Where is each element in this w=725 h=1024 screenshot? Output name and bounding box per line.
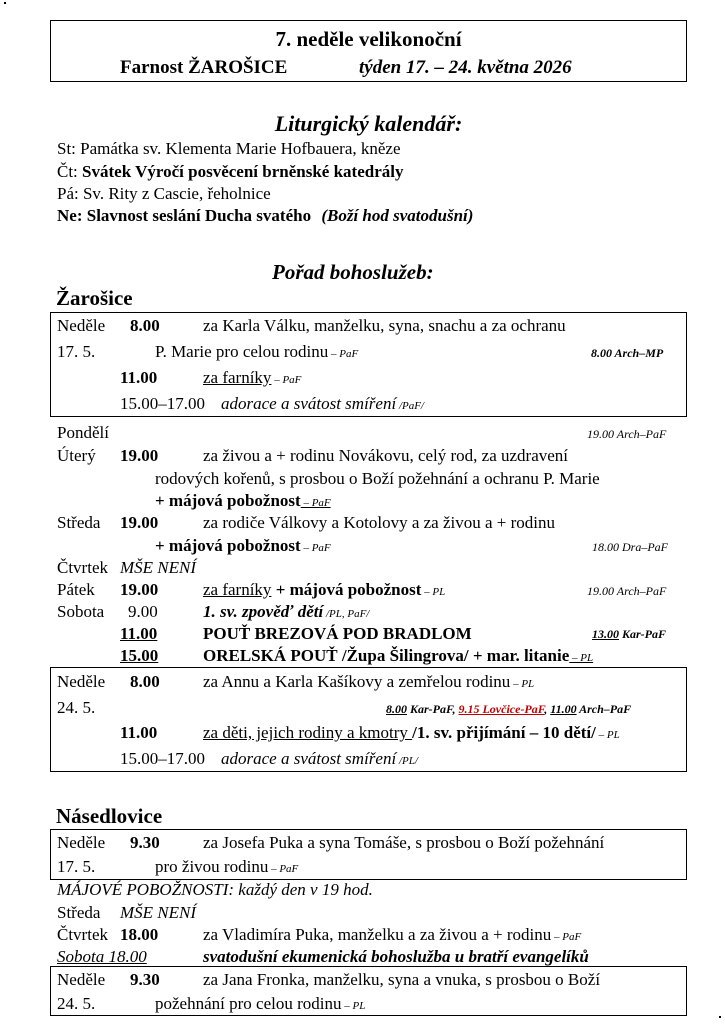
z-fri-time: 19.00 [120,580,159,599]
liturgical-thu-text: Svátek Výročí posvěcení brněnské katedrály [82,162,404,181]
z-fri-intent [203,581,445,598]
liturgical-thu-prefix: Čt: [57,162,83,181]
z-sun1-intent2-text: za farníky [203,368,272,387]
z-sun1-intent1b-text: P. Marie pro celou rodinu [155,342,329,361]
corner-mark [719,1016,721,1018]
z-sat-event2: POUŤ BREZOVÁ POD BRADLOM [203,624,472,643]
z-sat-time: 9.00 [128,602,158,621]
z-sun1-day: Neděle [57,316,106,335]
z-sat-event3-text: ORELSKÁ POUŤ /Župa Šilingrova/ + mar. litanie [203,646,570,665]
liturgical-thu [57,163,403,180]
n-sun1-tag: – PaF [268,863,299,875]
n-sun2-tag: – PL [341,1000,366,1012]
z-sun2-r1b: Kar-PaF, [407,702,459,716]
n-sun2-date: 24. 5. [57,994,96,1013]
z-sun1-date: 17. 5. [57,342,96,361]
z-sun2-intent1-text: za Annu a Karla Kašíkovy a zemřelou rodinu [203,672,511,691]
z-sun1-intent1a: za Karla Válku, manželku, syna, snachu a za ochranu [203,316,566,335]
z-sat-event3 [203,647,593,664]
z-tue-devotion [155,492,331,509]
z-wed-tag: – PaF [300,542,331,554]
n-sun2-intent2 [155,995,365,1012]
z-sat-tag: /PL, PaF/ [323,608,370,620]
z-fri-intent-text: za farníky [203,580,272,599]
z-sun1-time2: 11.00 [120,368,158,387]
n-thu-tag: – PaF [551,931,582,943]
z-mon-right-text: 19.00 Arch–PaF [587,427,667,441]
z-mon-day: Pondělí [57,423,109,442]
z-sun2-intent1 [203,673,534,690]
n-sun2-intent2-text: požehnání pro celou rodinu [155,994,342,1013]
z-wed-right [592,541,668,553]
z-wed-intent: za rodiče Válkovy a Kotolovy a za živou a + rodinu [203,513,555,532]
n-sun1-day: Neděle [57,833,106,852]
z-sun2-adoration [221,750,418,767]
corner-mark [4,2,6,4]
n-sun1-intent2 [155,858,298,875]
n-sun1-intent2-text: pro živou rodinu [155,857,269,876]
z-sat-right2 [592,628,666,640]
z-sat-right2-text: Kar-PaF [619,627,667,641]
z-sun2-intent2b: /1. sv. přijímání – 10 dětí/ [412,723,596,742]
z-sun2-day: Neděle [57,672,106,691]
liturgical-wed: St: Památka sv. Klementa Marie Hofbauera, kněze [57,139,401,158]
z-fri-day: Pátek [57,580,95,599]
z-sun2-time2: 11.00 [120,723,158,742]
z-fri-tag: – PL [421,586,446,598]
n-sun1-intent1: za Josefa Puka a syna Tomáše, s prosbou o Boží požehnání [203,833,605,852]
z-sun2-r3: 11.00 [550,702,577,716]
n-may-devotions: MÁJOVÉ POBOŽNOSTI: každý den v 19 hod. [57,880,373,899]
z-tue-devotion-text: + májová pobožnost [155,491,301,510]
z-sun2-tag1: – PL [510,678,535,690]
n-sun2-time: 9.30 [130,970,160,989]
z-sat-tag3: – PL [569,652,594,664]
z-sat-event-text: 1. sv. zpověď dětí [203,602,324,621]
z-sun2-intent2 [203,724,620,741]
liturgical-sun-prefix: Ne: [57,206,87,225]
n-thu-intent-text: za Vladimíra Puka, manželku a za živou a + rodinu [203,925,552,944]
z-sun2-r3b: Arch–PaF [576,702,632,716]
z-wed-devotion [155,537,331,554]
n-sun1-time: 9.30 [130,833,160,852]
section-zarosice: Žarošice [56,286,133,310]
z-fri-right-text: 19.00 Arch–PaF [587,584,667,598]
n-thu-intent [203,926,581,943]
z-sun2-right [386,703,631,715]
parish-name: Farnost ŽAROŠICE [120,57,288,78]
z-tue-day: Úterý [57,446,96,465]
liturgical-sun-italic: (Boží hod svatodušní) [321,206,474,225]
n-wed-note: MŠE NENÍ [120,903,197,922]
liturgical-fri: Pá: Sv. Rity z Cascie, řeholnice [57,184,271,203]
z-sun1-adoration-time: 15.00–17.00 [120,394,205,413]
z-wed-time: 19.00 [120,513,159,532]
z-sun1-intent1b [155,343,358,360]
z-sun1-adoration-text: adorace a svátost smíření [221,394,397,413]
n-sat-label: Sobota 18.00 [57,947,147,966]
n-sat-event: svatodušní ekumenická bohoslužba u bratří evangelíků [203,947,589,966]
z-sat-time2: 11.00 [120,624,158,643]
z-tue-intent2: rodových kořenů, s prosbou o Boží požehnání a ochranu P. Marie [155,469,600,488]
z-thu-day: Čtvrtek [57,558,108,577]
z-wed-devotion-text: + májová pobožnost [155,536,301,555]
n-sun2-day: Neděle [57,970,106,989]
n-wed-day: Středa [57,903,101,922]
services-heading: Pořad bohoslužeb: [272,260,434,284]
n-sun1-date: 17. 5. [57,857,96,876]
z-sat-event [203,603,369,620]
z-sun1-adoration-tag: /PaF/ [396,400,424,412]
z-sun2-date: 24. 5. [57,698,96,717]
section-nasedlovice: Násedlovice [56,804,163,828]
n-thu-day: Čtvrtek [57,925,108,944]
z-sun2-adoration-tag: /PL/ [396,755,418,767]
z-sun1-time1: 8.00 [130,316,160,335]
z-wed-day: Středa [57,513,101,532]
z-sat-day: Sobota [57,602,105,621]
z-sat-time3: 15.00 [120,646,159,665]
z-fri-devotion: + májová pobožnost [271,580,422,599]
z-sun2-adoration-text: adorace a svátost smíření [221,749,397,768]
z-wed-right-text: 18.00 Dra–PaF [592,540,668,554]
z-sun2-intent2-text: za děti, jejich rodiny a kmotry [203,723,413,742]
z-fri-right [587,585,666,597]
liturgical-heading: Liturgický kalendář: [274,111,463,136]
n-thu-time: 18.00 [120,925,159,944]
z-sun2-time1: 8.00 [130,672,160,691]
z-sat-right2-time: 13.00 [592,627,619,641]
z-sun2-r2: 9.15 Lovčice-PaF [458,702,545,716]
z-sun1-tag2: – PaF [271,374,302,386]
week-range: týden 17. – 24. května 2026 [359,57,572,78]
page-title: 7. neděle velikonoční [275,27,462,51]
z-sun1-right1: 8.00 Arch–MP [591,346,664,360]
n-sun2-intent1: za Jana Fronka, manželku, syna a vnuka, s prosbou o Boží [203,970,601,989]
z-sun1-intent2 [203,369,301,386]
z-tue-tag: – PaF [300,497,331,509]
liturgical-sun-text: Slavnost seslání Ducha svatého [86,206,312,225]
liturgical-sun [57,207,473,224]
z-sun2-adoration-time: 15.00–17.00 [120,749,205,768]
z-mon-right [587,428,666,440]
z-sun1-tag1: – PaF [328,348,359,360]
z-sun2-tag2: – PL [595,729,620,741]
z-tue-intent1: za živou a + rodinu Novákovu, celý rod, za uzdravení [203,446,569,465]
z-sun2-r2b: , [544,702,551,716]
z-sun1-adoration [221,395,424,412]
z-thu-note: MŠE NENÍ [120,558,197,577]
z-tue-time: 19.00 [120,446,159,465]
z-sun2-r1: 8.00 [386,702,407,716]
